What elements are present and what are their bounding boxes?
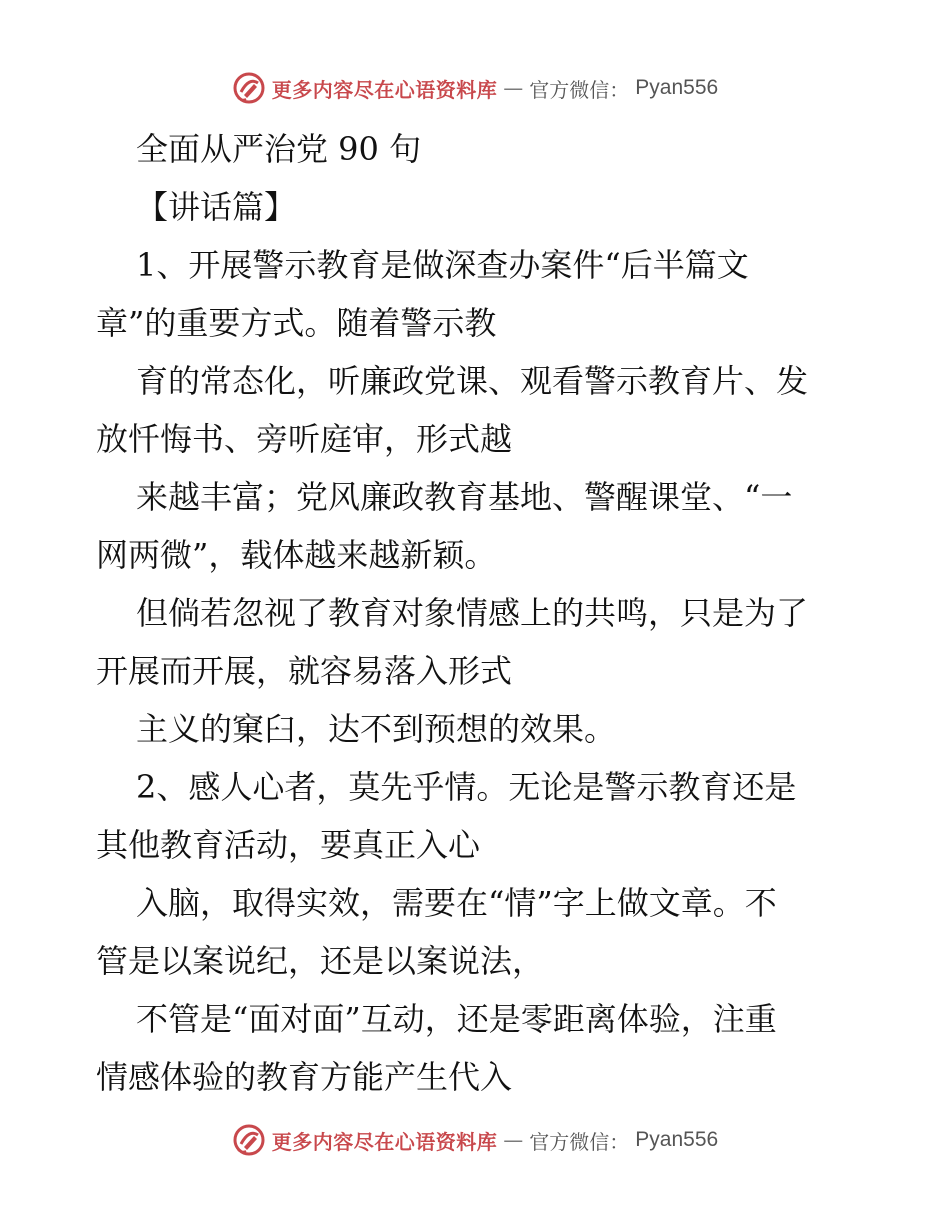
- document-line: 来越丰富；党风廉政教育基地、警醒课堂、“一: [136, 478, 793, 516]
- document-line: 主义的窠臼，达不到预想的效果。: [136, 710, 617, 748]
- banner-account: Pyan556: [635, 76, 719, 99]
- document-line: 管是以案说纪，还是以案说法，: [96, 942, 545, 980]
- brand-logo-icon: [232, 1123, 266, 1157]
- document-body: [96, 120, 856, 1106]
- brand-logo-icon: [232, 71, 266, 105]
- document-line: 网两微”，载体越来越新颖。: [96, 536, 497, 574]
- banner-brand-text: 更多内容尽在心语资料库: [271, 77, 498, 102]
- document-line: 其他教育活动，要真正入心: [96, 826, 481, 864]
- document-line: 育的常态化，听廉政党课、观看警示教育片、发: [136, 362, 809, 400]
- document-line: 但倘若忽视了教育对象情感上的共鸣，只是为了: [136, 594, 809, 632]
- banner-brand-text: 更多内容尽在心语资料库: [271, 1129, 498, 1154]
- banner-separator: —: [503, 76, 524, 100]
- banner-official-label: 官方微信：: [529, 1129, 630, 1154]
- header-banner: [0, 68, 950, 108]
- banner-content: [232, 1123, 718, 1157]
- document-line: 全面从严治党 90 句: [136, 130, 422, 168]
- document-line: 2、感人心者，莫先乎情。无论是警示教育还是: [136, 768, 797, 806]
- banner-separator: —: [503, 1128, 524, 1152]
- banner-content: [232, 71, 718, 105]
- document-line: 情感体验的教育方能产生代入: [96, 1058, 513, 1096]
- document-line: 1、开展警示教育是做深查办案件“后半篇文: [136, 246, 749, 284]
- document-line: 放忏悔书、旁听庭审，形式越: [96, 420, 513, 458]
- document-line: 【讲话篇】: [136, 188, 297, 226]
- document-line: 章”的重要方式。随着警示教: [96, 304, 497, 342]
- document-line: 不管是“面对面”互动，还是零距离体验，注重: [136, 1000, 777, 1038]
- document-line: 入脑，取得实效，需要在“情”字上做文章。不: [136, 884, 777, 922]
- banner-account: Pyan556: [635, 1128, 719, 1151]
- document-line: 开展而开展，就容易落入形式: [96, 652, 513, 690]
- banner-official-label: 官方微信：: [529, 77, 630, 102]
- footer-banner: [0, 1120, 950, 1160]
